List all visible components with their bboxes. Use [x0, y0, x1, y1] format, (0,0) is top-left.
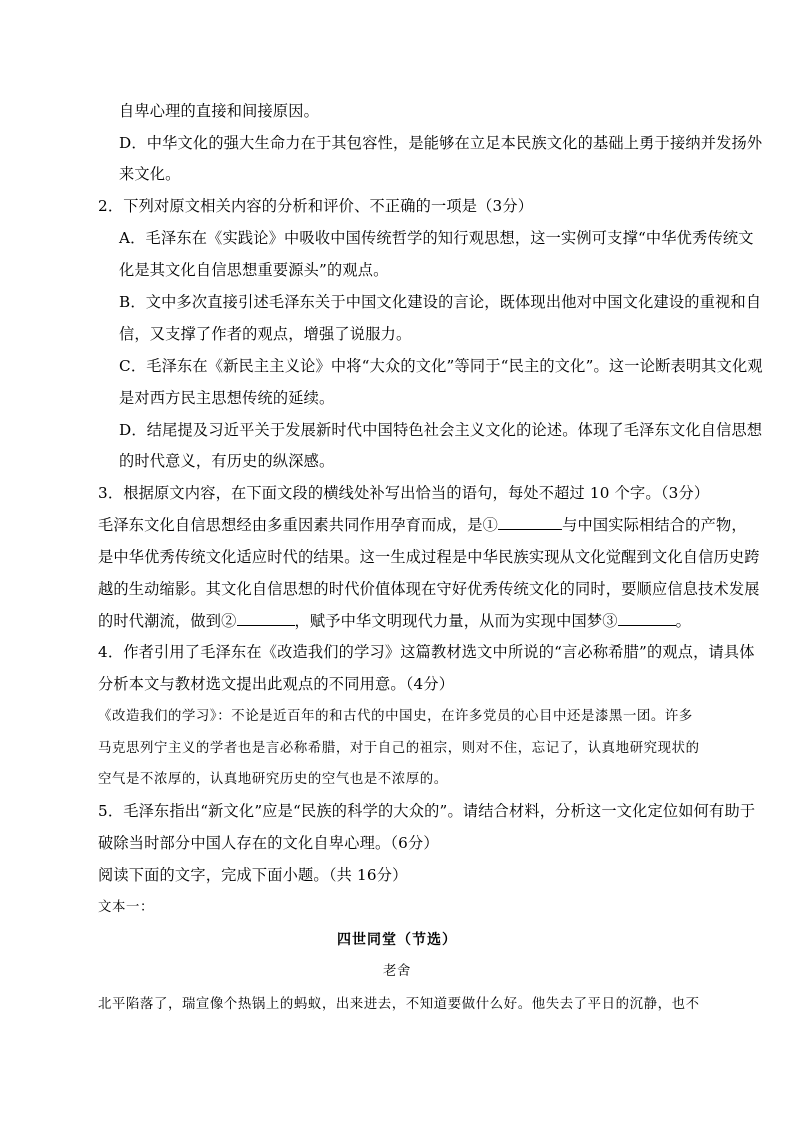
text-line: 来文化。 — [119, 165, 181, 183]
blank-1[interactable] — [498, 515, 562, 530]
article-title: 四世同堂（节选） — [337, 932, 457, 948]
fill-blank-line — [98, 611, 691, 631]
text-segment: 与中国实际相结合的产物， — [562, 516, 747, 534]
text-line: 越的生动缩影。其文化自信思想的时代价值体现在守好优秀传统文化的同时，要顺应信息技术发展 — [98, 580, 760, 598]
reading-instruction: 阅读下面的文字，完成下面小题。（共 16分） — [98, 866, 408, 884]
text-line: 自卑心理的直接和间接原因。 — [119, 102, 320, 120]
blank-3[interactable] — [618, 611, 676, 626]
text-segment: 。 — [675, 612, 692, 630]
text-line: 是中华优秀传统文化适应时代的结果。这一生成过程是中华民族实现从文化觉醒到文化自信历史跨 — [98, 548, 760, 566]
option-c-line: C．毛泽东在《新民主主义论》中将“大众的文化”等同于“民主的文化”。这一论断表明其文化观 — [119, 357, 763, 375]
text-label: 文本一： — [98, 900, 154, 915]
text-line: 分析本文与教材选文提出此观点的不同用意。（4分） — [98, 675, 455, 693]
option-b-line: B．文中多次直接引述毛泽东关于中国文化建设的言论，既体现出他对中国文化建设的重视和自 — [119, 293, 762, 311]
quote-line: 空气是不浓厚的，认真地研究历史的空气也是不浓厚的。 — [98, 772, 448, 787]
text-segment: 的时代潮流，做到② — [98, 612, 237, 630]
question-5-stem: 5．毛泽东指出“新文化”应是“民族的科学的大众的”。请结合材料，分析这一文化定位如何有助于 — [98, 802, 756, 820]
question-3-stem: 3．根据原文内容，在下面文段的横线处补写出恰当的语句，每处不超过 10 个字。（3分） — [98, 484, 710, 502]
text-line: 信，又支撑了作者的观点，增强了说服力。 — [119, 325, 412, 343]
question-4-stem: 4．作者引用了毛泽东在《改造我们的学习》这篇教材选文中所说的“言必称希腊”的观点，请具体 — [98, 643, 755, 661]
quote-line: 《改造我们的学习》：不论是近百年的和古代的中国史，在许多党员的心目中还是漆黑一团。许多 — [98, 709, 693, 724]
article-body-line: 北平陷落了，瑞宣像个热锅上的蚂蚁，出来进去，不知道要做什么好。他失去了平日的沉静，也不 — [98, 997, 700, 1012]
text-line: 破除当时部分中国人存在的文化自卑心理。（6分） — [98, 834, 439, 852]
quote-line: 马克思列宁主义的学者也是言必称希腊，对于自己的祖宗，则对不住，忘记了，认真地研究现状的 — [98, 741, 700, 756]
question-2-stem: 2．下列对原文相关内容的分析和评价、不正确的一项是（3分） — [98, 197, 534, 215]
text-line: 的时代意义，有历史的纵深感。 — [119, 452, 335, 470]
fill-blank-line — [98, 515, 747, 535]
article-author: 老舍 — [383, 964, 411, 979]
text-segment: 毛泽东文化自信思想经由多重因素共同作用孕育而成，是① — [98, 516, 499, 534]
option-a-line: A．毛泽东在《实践论》中吸收中国传统哲学的知行观思想，这一实例可支撑“中华优秀传统文 — [119, 229, 754, 247]
option-d-line: D．中华文化的强大生命力在于其包容性，是能够在立足本民族文化的基础上勇于接纳并发扬外 — [119, 134, 763, 152]
text-line: 化是其文化自信思想重要源头”的观点。 — [119, 261, 389, 279]
blank-2[interactable] — [237, 611, 295, 626]
option-d-line: D．结尾提及习近平关于发展新时代中国特色社会主义文化的论述。体现了毛泽东文化自信思想 — [119, 421, 763, 439]
text-line: 是对西方民主思想传统的延续。 — [119, 389, 335, 407]
text-segment: ，赋予中华文明现代力量，从而为实现中国梦③ — [294, 612, 618, 630]
